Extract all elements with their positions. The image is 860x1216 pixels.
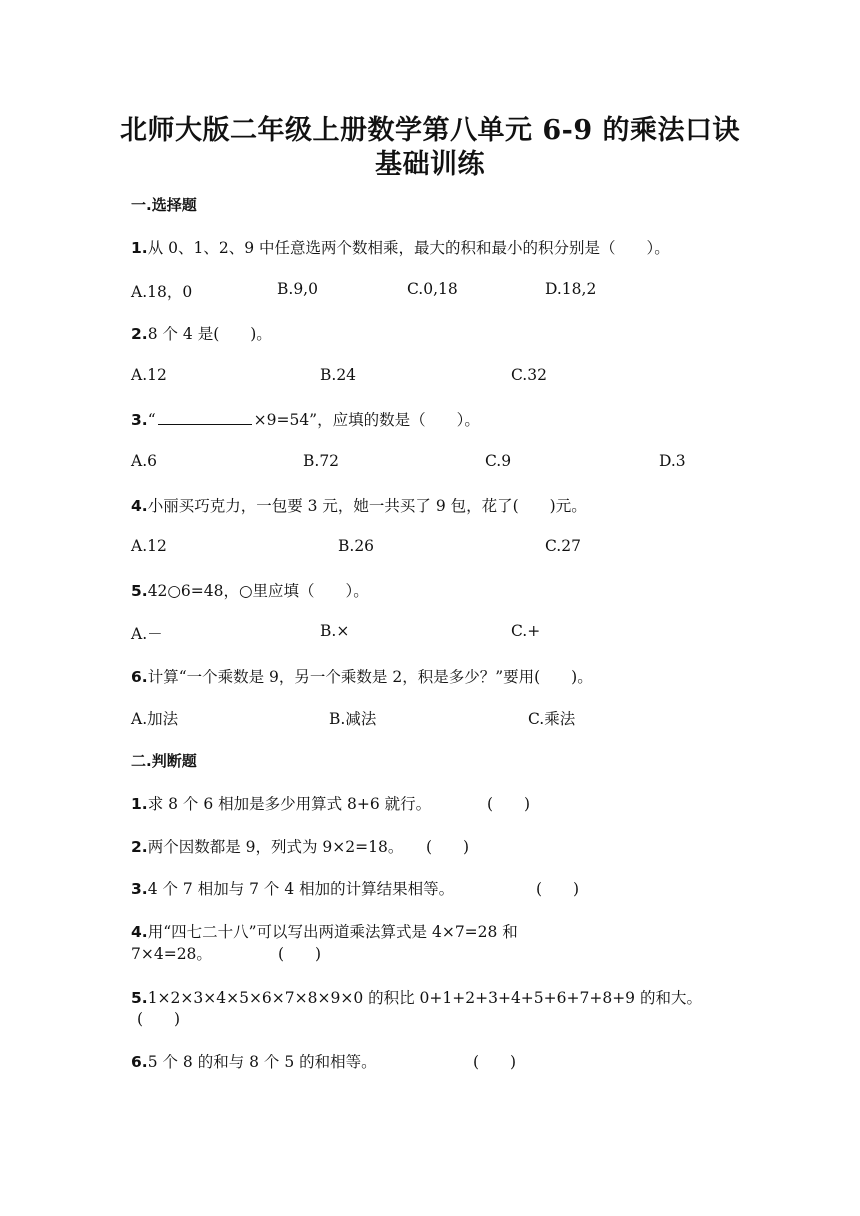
judge-question-4-continued: 7×4=28。 — [131, 945, 212, 963]
question-text: 8 个 4 是( )。 — [147, 325, 272, 343]
question-text-after: ×9=54”，应填的数是（ ）。 — [253, 411, 480, 429]
fill-blank[interactable] — [158, 410, 252, 425]
option-c[interactable]: C.乘法 — [528, 710, 576, 728]
option-b[interactable]: B.9,0 — [277, 280, 318, 298]
option-b[interactable]: B.24 — [320, 366, 357, 384]
question-text: 4 个 7 相加与 7 个 4 相加的计算结果相等。 — [147, 880, 455, 898]
section-heading-choice: 一.选择题 — [131, 196, 197, 214]
question-number: 2. — [131, 325, 148, 343]
judge-question-5 — [131, 986, 702, 1008]
option-c[interactable]: C.0,18 — [407, 280, 458, 298]
question-text-before: “ — [147, 411, 156, 429]
choice-question-5 — [131, 579, 369, 601]
answer-parentheses[interactable]: ( ) — [536, 880, 580, 898]
answer-parentheses[interactable]: ( ) — [473, 1053, 517, 1071]
question-number: 6. — [131, 668, 148, 686]
option-c[interactable]: C.9 — [485, 452, 512, 470]
option-a[interactable]: A.加法 — [131, 710, 179, 728]
question-text: 计算“一个乘数是 9，另一个乘数是 2，积是多少？”要用( )。 — [147, 668, 593, 686]
judge-question-6 — [131, 1050, 377, 1072]
answer-parentheses[interactable]: ( ) — [278, 945, 322, 963]
question-number: 5. — [131, 582, 148, 600]
page-title-line1: 北师大版二年级上册数学第八单元 6-9 的乘法口诀 — [119, 115, 741, 146]
option-b[interactable]: B.72 — [303, 452, 340, 470]
question-text: 从 0、1、2、9 中任意选两个数相乘，最大的积和最小的积分别是（ ）。 — [147, 239, 670, 257]
question-number: 2. — [131, 838, 148, 856]
answer-parentheses[interactable]: ( ) — [487, 795, 531, 813]
judge-question-3 — [131, 877, 454, 899]
question-number: 5. — [131, 989, 148, 1007]
question-text: 求 8 个 6 相加是多少用算式 8+6 就行。 — [147, 795, 432, 813]
question-number: 1. — [131, 239, 148, 257]
option-d[interactable]: D.18,2 — [545, 280, 597, 298]
option-b[interactable]: B.× — [320, 622, 350, 640]
question-text: 两个因数都是 9，列式为 9×2=18。 — [147, 838, 404, 856]
answer-parentheses[interactable]: ( ) — [137, 1010, 181, 1028]
choice-question-4 — [131, 494, 587, 516]
question-number: 3. — [131, 880, 148, 898]
option-a[interactable]: A.12 — [131, 537, 167, 555]
choice-question-2 — [131, 322, 272, 344]
page-title-line2: 基础训练 — [375, 149, 485, 180]
question-text: 1×2×3×4×5×6×7×8×9×0 的积比 0+1+2+3+4+5+6+7+8+9 的和大。 — [147, 989, 702, 1007]
option-c[interactable]: C.32 — [511, 366, 547, 384]
judge-question-4 — [131, 920, 518, 942]
question-text: 5 个 8 的和与 8 个 5 的和相等。 — [147, 1053, 377, 1071]
option-a[interactable]: A.12 — [131, 366, 167, 384]
choice-question-3 — [131, 408, 480, 430]
option-d[interactable]: D.3 — [659, 452, 686, 470]
question-number: 3. — [131, 411, 148, 429]
question-number: 4. — [131, 923, 148, 941]
question-text: 小丽买巧克力，一包要 3 元，她一共买了 9 包，花了( )元。 — [147, 497, 587, 515]
judge-question-1 — [131, 792, 431, 814]
section-heading-judgement: 二.判断题 — [131, 752, 197, 770]
option-a[interactable]: A.6 — [131, 452, 157, 470]
choice-question-1 — [131, 236, 670, 258]
answer-parentheses[interactable]: ( ) — [426, 838, 470, 856]
option-a[interactable]: A.18，0 — [131, 283, 193, 301]
option-c[interactable]: C.27 — [545, 537, 581, 555]
question-text: 42○6=48，○里应填（ ）。 — [147, 582, 369, 600]
judge-question-2 — [131, 835, 403, 857]
question-number: 1. — [131, 795, 148, 813]
question-number: 4. — [131, 497, 148, 515]
option-b[interactable]: B.减法 — [329, 710, 377, 728]
option-b[interactable]: B.26 — [338, 537, 375, 555]
choice-question-6 — [131, 665, 593, 687]
option-a[interactable]: A.－ — [131, 625, 163, 643]
question-number: 6. — [131, 1053, 148, 1071]
option-c[interactable]: C.+ — [511, 622, 541, 640]
question-text: 用“四七二十八”可以写出两道乘法算式是 4×7=28 和 — [147, 923, 518, 941]
